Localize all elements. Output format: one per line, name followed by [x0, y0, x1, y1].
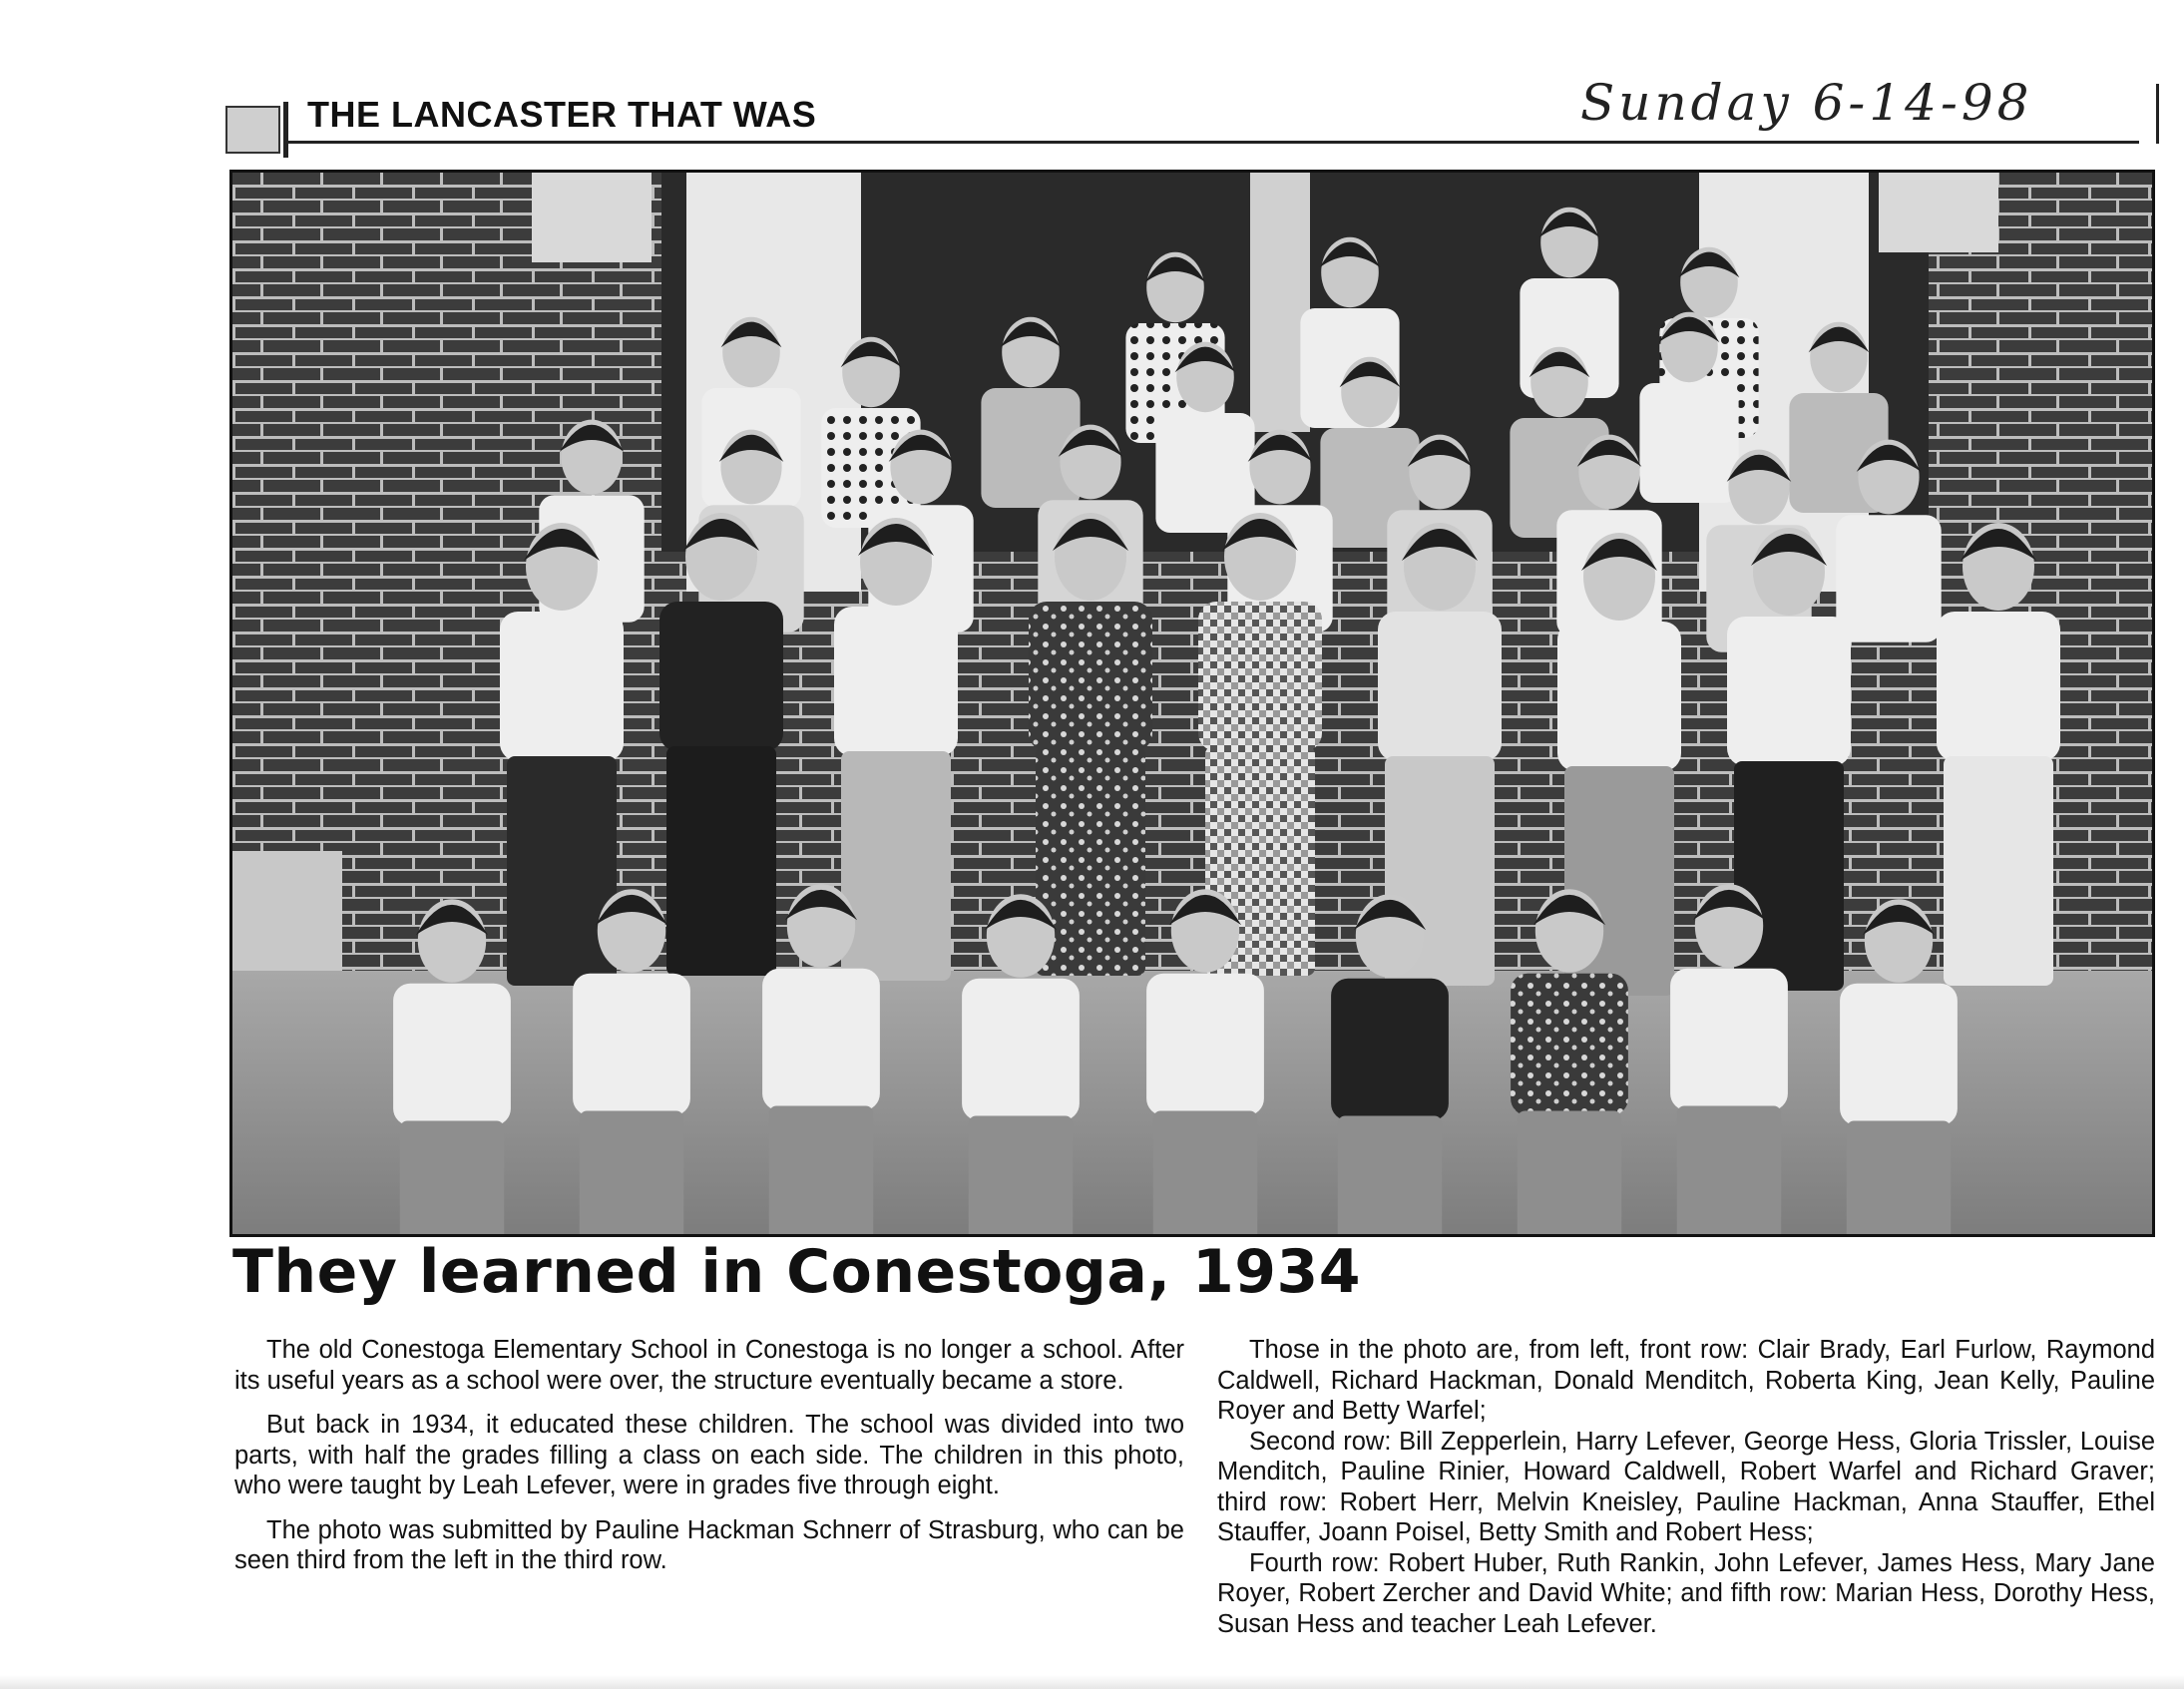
second-row-child-legs: [1944, 756, 2053, 986]
front-row-child-torso: [1511, 974, 1628, 1116]
front-row-child-torso: [573, 974, 690, 1116]
article-paragraph: The photo was submitted by Pauline Hackman Schnerr of Strasburg, who can be seen third from the left in the third row.: [234, 1515, 1184, 1574]
front-row-child-legs: [400, 1121, 505, 1235]
column-header: [225, 74, 2159, 142]
header-rule-bottom: [283, 141, 2139, 144]
window-left: [532, 173, 652, 262]
header-rule-left: [283, 102, 288, 158]
front-row-child-torso: [1146, 974, 1264, 1116]
column-title: THE LANCASTER THAT WAS: [307, 94, 817, 135]
front-row-child-legs: [1153, 1111, 1258, 1235]
second-row-child-torso: [1727, 617, 1851, 766]
class-photo-illustration: [232, 173, 2152, 1234]
front-row-child-legs: [1677, 1106, 1782, 1235]
second-row-child-legs: [666, 746, 776, 976]
second-row-child-torso: [1557, 622, 1681, 771]
front-row-child-torso: [1670, 969, 1788, 1111]
scan-edge: [0, 1675, 2184, 1689]
front-row-child-legs: [769, 1106, 874, 1235]
front-row-child-legs: [1847, 1121, 1952, 1235]
second-row-child-legs: [841, 751, 951, 981]
front-row-child-torso: [393, 984, 511, 1126]
class-photo: [229, 170, 2155, 1237]
names-paragraph: Second row: Bill Zepperlein, Harry Lefever, George Hess, Gloria Trissler, Louise Menditch, Pauline Rinier, Howard Caldwell, Robert Warfel and Richard Graver; third row: Robert Herr, Melvin Kneisley, Pauline Hackman, Anna Stauffer, Ethel Stauffer, Joann Poisel, Betty Smith and Robert Hess;: [1217, 1427, 2155, 1546]
second-row-child-torso: [834, 607, 958, 756]
article-right-column: [1217, 1335, 2155, 1639]
second-row-child-torso: [1937, 612, 2060, 761]
second-row-child-torso: [500, 612, 624, 761]
front-row-child-legs: [1338, 1116, 1443, 1235]
second-row-child-torso: [1198, 602, 1322, 751]
stone-step: [232, 851, 342, 971]
header-rule-right: [2156, 84, 2159, 144]
front-row-child-legs: [969, 1116, 1074, 1235]
article-paragraph: The old Conestoga Elementary School in Conestoga is no longer a school. After its useful years as a school were over, the structure eventually became a store.: [234, 1336, 1184, 1395]
header-gray-box: [225, 106, 280, 154]
front-row-child-torso: [1840, 984, 1958, 1126]
front-row-child-torso: [962, 979, 1080, 1121]
second-row-child-legs: [507, 756, 617, 986]
article-left-column: [234, 1335, 1184, 1590]
article-paragraph: But back in 1934, it educated these children. The school was divided into two parts, with half the grades filling a class on each side. The children in this photo, who were taught by Leah Lefever, were in grades five through eight.: [234, 1411, 1184, 1499]
front-row-child-torso: [762, 969, 880, 1111]
handwritten-date: Sunday 6-14-98: [1580, 74, 2033, 132]
second-row-child-torso: [659, 602, 783, 751]
third-row-child-torso: [1836, 515, 1941, 642]
names-paragraph: Those in the photo are, from left, front row: Clair Brady, Earl Furlow, Raymond Caldwell, Richard Hackman, Donald Menditch, Roberta King, Jean Kelly, Pauline Royer and Betty Warfel;: [1217, 1336, 2155, 1425]
names-paragraph: Fourth row: Robert Huber, Ruth Rankin, John Lefever, James Hess, Mary Jane Royer, Robert Zercher and David White; and fifth row: Marian Hess, Dorothy Hess, Susan Hess and teacher Leah Lefever.: [1217, 1548, 2155, 1638]
second-row-child-torso: [1029, 602, 1152, 751]
window-right: [1879, 173, 1998, 252]
front-row-child-legs: [1518, 1111, 1622, 1235]
front-row-child-torso: [1331, 979, 1449, 1121]
front-row-child-legs: [580, 1111, 684, 1235]
headline: They learned in Conestoga, 1934: [232, 1237, 1361, 1307]
fourth-row-child-torso: [1639, 383, 1738, 503]
second-row-child-torso: [1378, 612, 1502, 761]
